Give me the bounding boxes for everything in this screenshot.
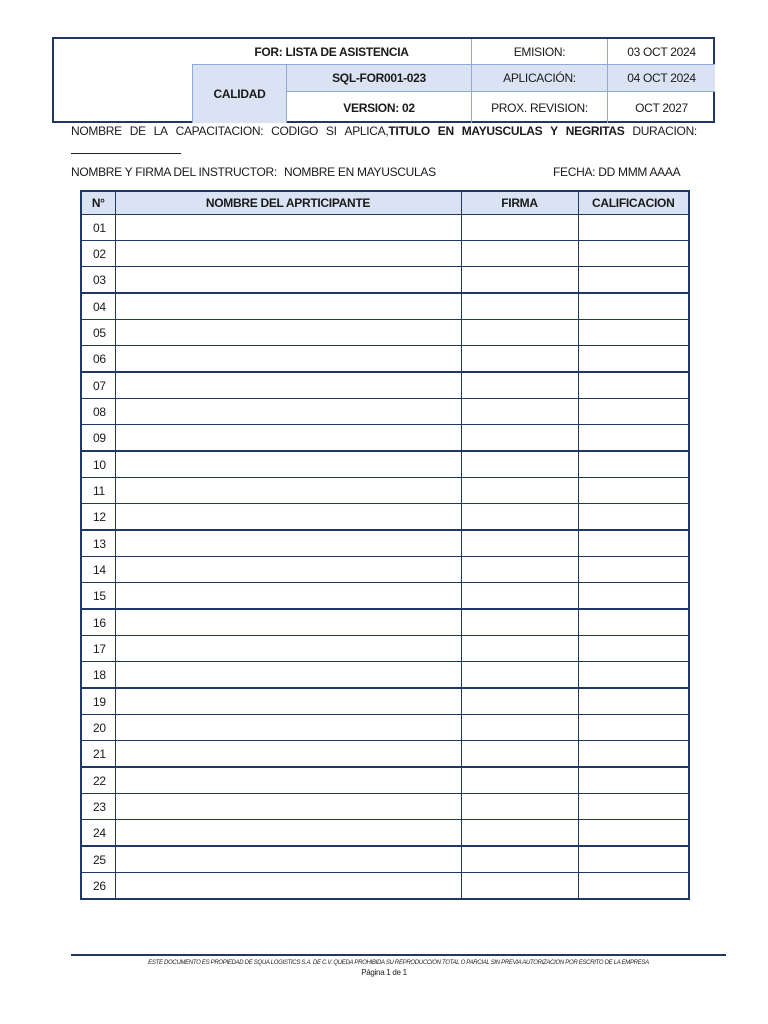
participant-name-cell[interactable] bbox=[115, 715, 461, 741]
participant-name-cell[interactable] bbox=[115, 583, 461, 610]
row-number: 16 bbox=[81, 609, 115, 636]
row-number: 17 bbox=[81, 636, 115, 662]
training-word: APLICA, bbox=[344, 124, 389, 138]
participant-name-cell[interactable] bbox=[115, 241, 461, 267]
table-row bbox=[81, 346, 689, 373]
grade-cell[interactable] bbox=[578, 372, 689, 399]
row-number: 07 bbox=[81, 372, 115, 399]
signature-cell[interactable] bbox=[461, 399, 578, 425]
row-number: 20 bbox=[81, 715, 115, 741]
grade-cell[interactable] bbox=[578, 688, 689, 715]
signature-cell[interactable] bbox=[461, 767, 578, 794]
row-number: 21 bbox=[81, 741, 115, 768]
signature-cell[interactable] bbox=[461, 557, 578, 583]
table-row bbox=[81, 504, 689, 531]
participant-name-cell[interactable] bbox=[115, 767, 461, 794]
row-number: 04 bbox=[81, 293, 115, 320]
signature-cell[interactable] bbox=[461, 320, 578, 346]
signature-cell[interactable] bbox=[461, 451, 578, 478]
grade-cell[interactable] bbox=[578, 609, 689, 636]
column-header-grade: CALIFICACION bbox=[578, 191, 689, 215]
training-word-bold: MAYUSCULAS bbox=[461, 124, 543, 138]
table-row bbox=[81, 583, 689, 610]
row-number: 23 bbox=[81, 794, 115, 820]
revision-label: PROX. REVISION: bbox=[491, 100, 588, 115]
training-word: DE bbox=[129, 124, 146, 138]
table-row bbox=[81, 820, 689, 847]
table-row bbox=[81, 609, 689, 636]
duration-underline bbox=[71, 153, 181, 154]
revision-value: OCT 2027 bbox=[635, 100, 688, 115]
row-number: 25 bbox=[81, 846, 115, 873]
participant-name-cell[interactable] bbox=[115, 267, 461, 294]
emision-label: EMISION: bbox=[513, 44, 566, 59]
table-row bbox=[81, 241, 689, 267]
table-row bbox=[81, 267, 689, 294]
signature-cell[interactable] bbox=[461, 846, 578, 873]
grade-cell[interactable] bbox=[578, 741, 689, 768]
row-number: 05 bbox=[81, 320, 115, 346]
signature-cell[interactable] bbox=[461, 372, 578, 399]
footer-divider bbox=[71, 954, 726, 956]
training-word: LA bbox=[153, 124, 168, 138]
participant-name-cell[interactable] bbox=[115, 451, 461, 478]
participant-name-cell[interactable] bbox=[115, 820, 461, 847]
signature-cell[interactable] bbox=[461, 715, 578, 741]
signature-cell[interactable] bbox=[461, 609, 578, 636]
table-row bbox=[81, 794, 689, 820]
row-number: 11 bbox=[81, 478, 115, 504]
row-number: 08 bbox=[81, 399, 115, 425]
table-row bbox=[81, 320, 689, 346]
participant-name-cell[interactable] bbox=[115, 794, 461, 820]
grade-cell[interactable] bbox=[578, 267, 689, 294]
training-name-line bbox=[71, 124, 697, 138]
participant-name-cell[interactable] bbox=[115, 530, 461, 557]
row-number: 18 bbox=[81, 662, 115, 689]
grade-cell[interactable] bbox=[578, 636, 689, 662]
participant-name-cell[interactable] bbox=[115, 399, 461, 425]
table-row bbox=[81, 741, 689, 768]
signature-cell[interactable] bbox=[461, 583, 578, 610]
table-row bbox=[81, 767, 689, 794]
row-number: 13 bbox=[81, 530, 115, 557]
grade-cell[interactable] bbox=[578, 583, 689, 610]
document-version: VERSION: 02 bbox=[343, 100, 415, 115]
instructor-label: NOMBRE Y FIRMA DEL INSTRUCTOR: bbox=[71, 165, 277, 179]
participant-name-cell[interactable] bbox=[115, 346, 461, 373]
grade-cell[interactable] bbox=[578, 767, 689, 794]
signature-cell[interactable] bbox=[461, 346, 578, 373]
participant-name-cell[interactable] bbox=[115, 504, 461, 531]
table-row bbox=[81, 425, 689, 452]
row-number: 02 bbox=[81, 241, 115, 267]
document-header bbox=[52, 37, 715, 123]
participant-name-cell[interactable] bbox=[115, 636, 461, 662]
participant-name-cell[interactable] bbox=[115, 873, 461, 900]
grade-cell[interactable] bbox=[578, 346, 689, 373]
row-number: 12 bbox=[81, 504, 115, 531]
grade-cell[interactable] bbox=[578, 662, 689, 689]
aplicacion-value: 04 OCT 2024 bbox=[608, 65, 715, 91]
signature-cell[interactable] bbox=[461, 267, 578, 294]
row-number: 19 bbox=[81, 688, 115, 715]
table-row bbox=[81, 530, 689, 557]
aplicacion-label: APLICACIÓN: bbox=[472, 65, 607, 91]
table-row bbox=[81, 451, 689, 478]
grade-cell[interactable] bbox=[578, 557, 689, 583]
grade-cell[interactable] bbox=[578, 425, 689, 452]
grade-cell[interactable] bbox=[578, 820, 689, 847]
row-number: 10 bbox=[81, 451, 115, 478]
row-number: 26 bbox=[81, 873, 115, 900]
grade-cell[interactable] bbox=[578, 478, 689, 504]
participant-name-cell[interactable] bbox=[115, 320, 461, 346]
row-number: 22 bbox=[81, 767, 115, 794]
table-row bbox=[81, 873, 689, 900]
participant-name-cell[interactable] bbox=[115, 293, 461, 320]
column-header-name: NOMBRE DEL APRTICIPANTE bbox=[115, 191, 461, 215]
table-header-row bbox=[81, 191, 689, 215]
participant-name-cell[interactable] bbox=[115, 741, 461, 768]
signature-cell[interactable] bbox=[461, 425, 578, 452]
table-row bbox=[81, 478, 689, 504]
participant-name-cell[interactable] bbox=[115, 372, 461, 399]
row-number: 03 bbox=[81, 267, 115, 294]
date-field: FECHA: DD MMM AAAA bbox=[553, 165, 681, 179]
grade-cell[interactable] bbox=[578, 504, 689, 531]
column-header-number: N° bbox=[81, 191, 115, 215]
participant-name-cell[interactable] bbox=[115, 215, 461, 241]
instructor-value: NOMBRE EN MAYUSCULAS bbox=[283, 165, 436, 179]
table-row bbox=[81, 399, 689, 425]
signature-cell[interactable] bbox=[461, 794, 578, 820]
participant-name-cell[interactable] bbox=[115, 662, 461, 689]
footer-notice: ESTE DOCUMENTO ES PROPIEDAD DE SQUA LOGISTICS S.A. DE C.V. QUEDA PROHIBIDA SU REPRODUCCION TOTAL O PARCIAL SIN PREVIA AUTORIZACION POR ESCRITO DE LA EMPRESA bbox=[148, 960, 649, 966]
table-row bbox=[81, 372, 689, 399]
grade-cell[interactable] bbox=[578, 873, 689, 900]
grade-cell[interactable] bbox=[578, 715, 689, 741]
signature-cell[interactable] bbox=[461, 741, 578, 768]
table-row bbox=[81, 215, 689, 241]
grade-cell[interactable] bbox=[578, 320, 689, 346]
column-header-signature: FIRMA bbox=[461, 191, 578, 215]
row-number: 24 bbox=[81, 820, 115, 847]
signature-cell[interactable] bbox=[461, 530, 578, 557]
training-word: CAPACITACION: bbox=[175, 124, 264, 138]
participant-name-cell[interactable] bbox=[115, 688, 461, 715]
duration-label: DURACION: bbox=[632, 124, 697, 138]
row-number: 06 bbox=[81, 346, 115, 373]
grade-cell[interactable] bbox=[578, 530, 689, 557]
training-word: CODIGO bbox=[271, 124, 319, 138]
signature-cell[interactable] bbox=[461, 241, 578, 267]
row-number: 15 bbox=[81, 583, 115, 610]
training-word-bold: TITULO bbox=[388, 124, 430, 138]
row-number: 09 bbox=[81, 425, 115, 452]
table-row bbox=[81, 636, 689, 662]
row-number: 14 bbox=[81, 557, 115, 583]
grade-cell[interactable] bbox=[578, 451, 689, 478]
grade-cell[interactable] bbox=[578, 215, 689, 241]
signature-cell[interactable] bbox=[461, 636, 578, 662]
training-word: SI bbox=[325, 124, 337, 138]
emision-value: 03 OCT 2024 bbox=[627, 44, 696, 59]
signature-cell[interactable] bbox=[461, 820, 578, 847]
signature-cell[interactable] bbox=[461, 662, 578, 689]
page-number: Página 1 de 1 bbox=[361, 968, 407, 977]
training-word: NOMBRE bbox=[71, 124, 122, 138]
table-row bbox=[81, 846, 689, 873]
grade-cell[interactable] bbox=[578, 241, 689, 267]
table-row bbox=[81, 557, 689, 583]
signature-cell[interactable] bbox=[461, 873, 578, 900]
signature-cell[interactable] bbox=[461, 293, 578, 320]
signature-cell[interactable] bbox=[461, 478, 578, 504]
grade-cell[interactable] bbox=[578, 794, 689, 820]
grade-cell[interactable] bbox=[578, 846, 689, 873]
signature-cell[interactable] bbox=[461, 688, 578, 715]
grade-cell[interactable] bbox=[578, 293, 689, 320]
training-word-bold: EN bbox=[437, 124, 454, 138]
row-number: 01 bbox=[81, 215, 115, 241]
participant-name-cell[interactable] bbox=[115, 557, 461, 583]
form-title: FOR: LISTA DE ASISTENCIA bbox=[254, 44, 409, 59]
document-code: SQL-FOR001-023 bbox=[287, 65, 471, 91]
instructor-line bbox=[71, 165, 436, 179]
participant-name-cell[interactable] bbox=[115, 846, 461, 873]
table-row bbox=[81, 293, 689, 320]
participant-name-cell[interactable] bbox=[115, 478, 461, 504]
table-row bbox=[81, 688, 689, 715]
attendance-table bbox=[80, 190, 690, 900]
grade-cell[interactable] bbox=[578, 399, 689, 425]
participant-name-cell[interactable] bbox=[115, 425, 461, 452]
table-row bbox=[81, 715, 689, 741]
signature-cell[interactable] bbox=[461, 504, 578, 531]
table-row bbox=[81, 662, 689, 689]
signature-cell[interactable] bbox=[461, 215, 578, 241]
training-word-bold: Y bbox=[550, 124, 558, 138]
participant-name-cell[interactable] bbox=[115, 609, 461, 636]
training-word-bold: NEGRITAS bbox=[565, 124, 625, 138]
department-label: CALIDAD bbox=[193, 65, 286, 123]
